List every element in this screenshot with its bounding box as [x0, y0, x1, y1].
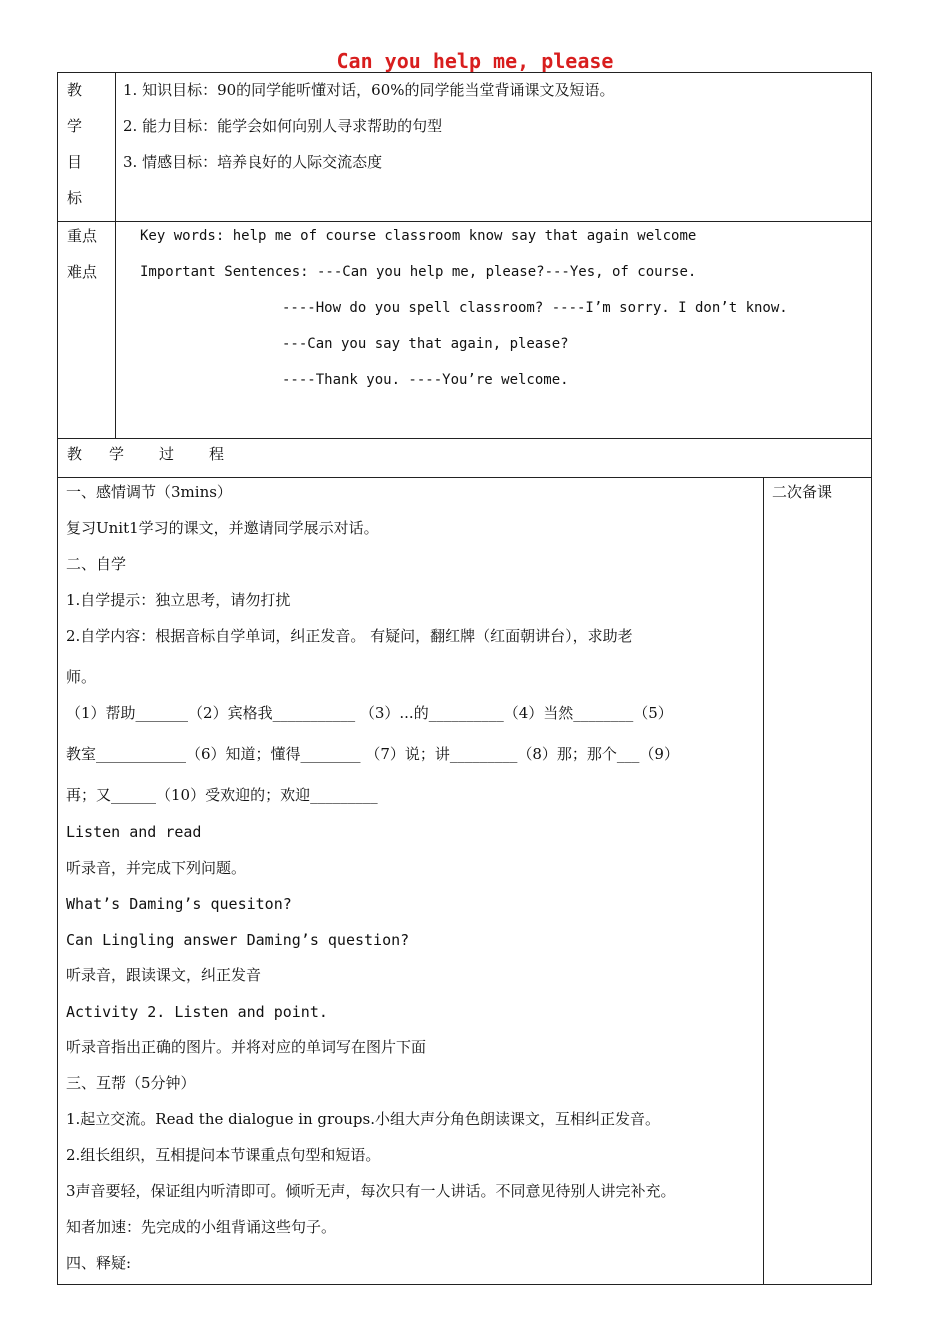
lesson-plan-table	[57, 72, 872, 1285]
sentence-line: ----How do you spell classroom? ----I’m sorry. I don’t know.	[282, 300, 788, 316]
process-line: 师。	[66, 668, 97, 686]
process-line: 2.自学内容：根据音标自学单词，纠正发音。 有疑问，翻红牌（红面朝讲台），求助老	[66, 627, 633, 645]
objectives-label-char: 学	[67, 117, 83, 135]
fill-blank-line: （1）帮助_______（2）宾格我___________ （3）...的__________（4）当然________（5）	[66, 704, 673, 722]
sentence-line: ----Thank you. ----You’re welcome.	[282, 372, 569, 388]
objectives-label-char: 目	[67, 153, 83, 171]
objective-item: 1. 知识目标：90的同学能听懂对话，60%的同学能当堂背诵课文及短语。	[123, 81, 615, 99]
keypoints-label: 难点	[67, 263, 98, 281]
process-line: 3声音要轻，保证组内听清即可。倾听无声，每次只有一人讲话。不同意见待别人讲完补充。	[66, 1182, 676, 1200]
process-line: 1.自学提示：独立思考，请勿打扰	[66, 591, 291, 609]
objectives-label-char: 标	[67, 189, 83, 207]
important-sentences: Important Sentences: ---Can you help me, please?---Yes, of course.	[140, 264, 697, 280]
process-line: 听录音，跟读课文，纠正发音	[66, 966, 262, 984]
process-line: 2.组长组织，互相提问本节课重点句型和短语。	[66, 1146, 381, 1164]
side-column-divider	[763, 477, 764, 1285]
process-line: 二、自学	[66, 555, 127, 573]
process-label-char: 教	[67, 445, 83, 463]
process-line: 1.起立交流。Read the dialogue in groups.小组大声分角色朗读课文，互相纠正发音。	[66, 1110, 660, 1128]
process-line: 听录音指出正确的图片。并将对应的单词写在图片下面	[66, 1038, 427, 1056]
process-label-char: 程	[209, 445, 225, 463]
fill-blank-line: 教室____________（6）知道；懂得________ （7）说；讲_________（8）那；那个___（9）	[66, 745, 679, 763]
side-notes-header: 二次备课	[772, 483, 833, 501]
keypoints-label: 重点	[67, 227, 98, 245]
process-line: Listen and read	[66, 823, 202, 841]
sentence-line: ---Can you say that again, please?	[282, 336, 569, 352]
process-line: 三、互帮（5分钟）	[66, 1074, 196, 1092]
process-line: 四、释疑:	[66, 1254, 132, 1272]
fill-blank-line: 再；又______（10）受欢迎的；欢迎_________	[66, 786, 378, 804]
process-line: 一、感情调节（3mins）	[66, 483, 232, 501]
row-divider	[58, 477, 871, 478]
row-divider	[58, 438, 871, 439]
process-line: Can Lingling answer Daming’s question?	[66, 931, 410, 949]
process-label-char: 学	[109, 445, 125, 463]
row-divider	[58, 221, 871, 222]
process-line: 知者加速：先完成的小组背诵这些句子。	[66, 1218, 337, 1236]
objective-item: 2. 能力目标：能学会如何向别人寻求帮助的句型	[123, 117, 443, 135]
page-title: Can you help me, please	[336, 49, 614, 73]
process-line: 复习Unit1学习的课文，并邀请同学展示对话。	[66, 519, 379, 537]
process-line: 听录音，并完成下列问题。	[66, 859, 247, 877]
objective-item: 3. 情感目标：培养良好的人际交流态度	[123, 153, 383, 171]
process-line: What’s Daming’s quesiton?	[66, 895, 292, 913]
objectives-label-char: 教	[67, 81, 83, 99]
key-words: Key words: help me of course classroom know say that again welcome	[140, 228, 697, 244]
process-line: Activity 2. Listen and point.	[66, 1003, 328, 1021]
label-column-divider	[115, 73, 116, 438]
process-label-char: 过	[159, 445, 175, 463]
